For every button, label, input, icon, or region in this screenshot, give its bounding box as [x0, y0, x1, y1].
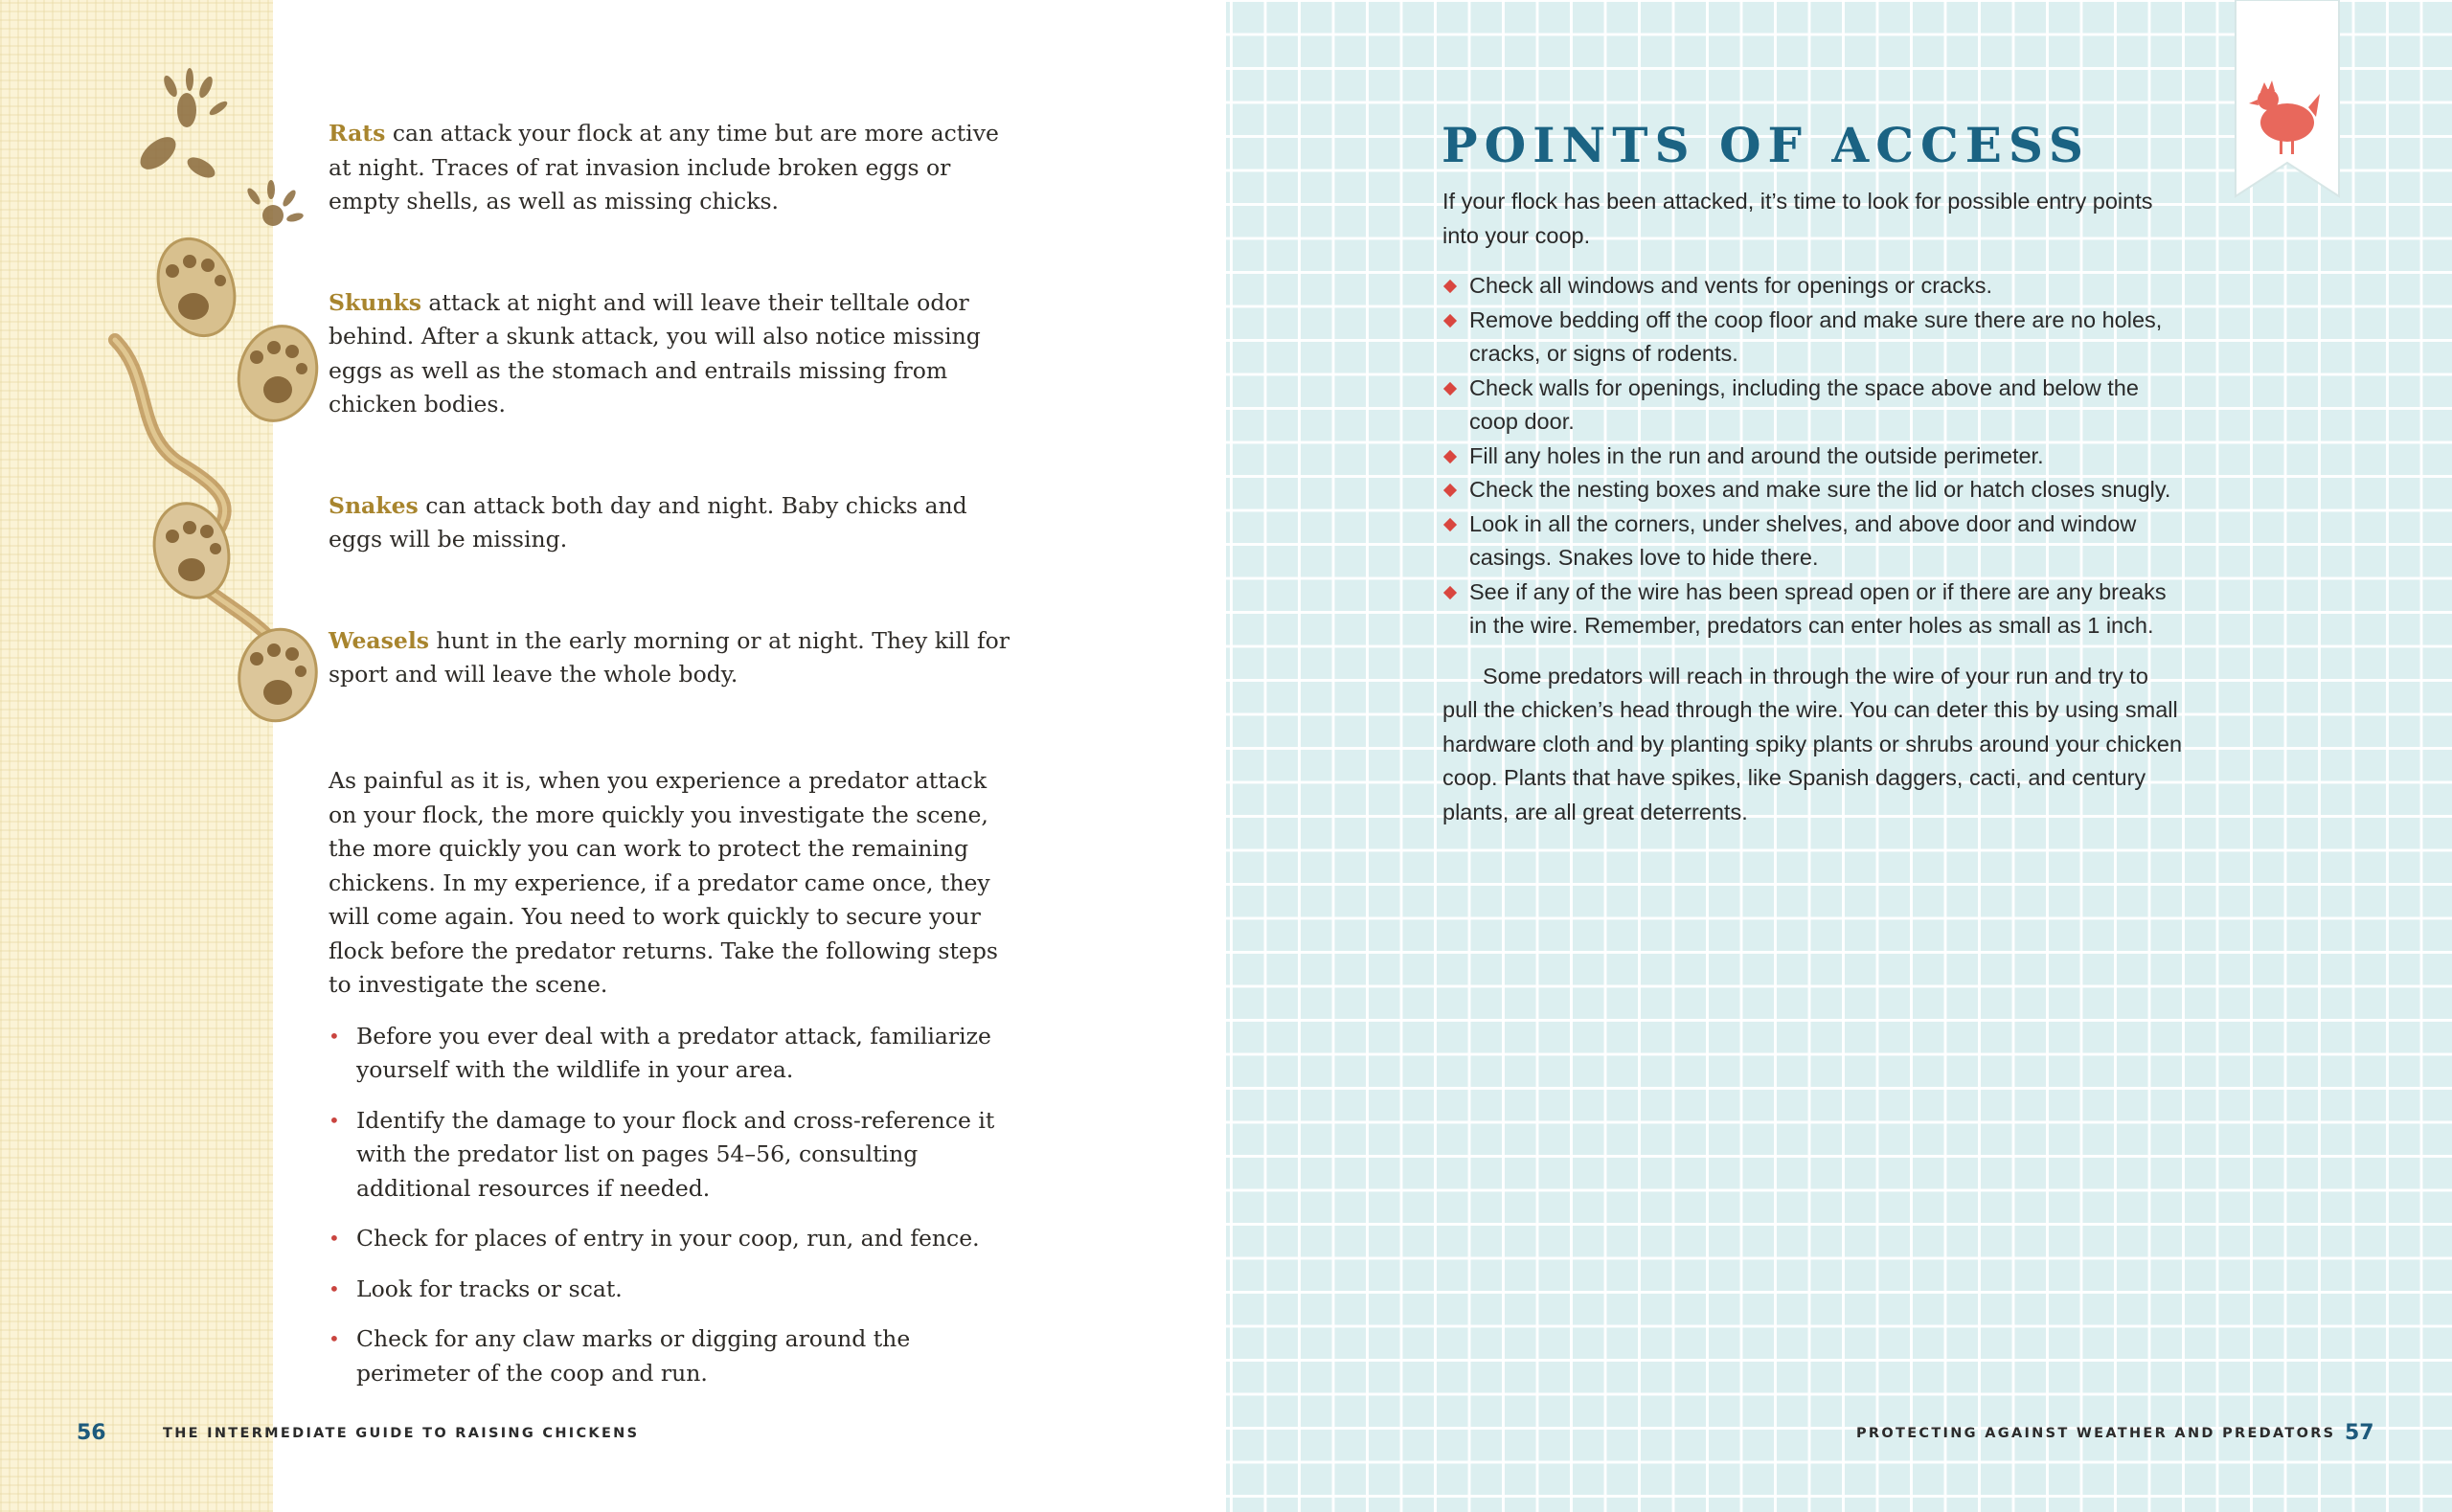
investigation-steps: [329, 1020, 1018, 1391]
predator-description: can attack your flock at any time but are more active at night. Traces of rat invasion include broken eggs or empty shells, as well as missing chicks.: [329, 120, 999, 214]
investigation-intro: As painful as it is, when you experience a predator attack on your flock, the more quickly you investigate the scene, the more quickly you can work to protect the remaining chickens. In my experience, if a predator came once, they will come again. You need to work quickly to secure your flock before the predator returns. Take the following steps to investigate the scene.: [329, 767, 998, 998]
bullet-icon: •: [329, 1327, 340, 1350]
animal-tracks-illustration: [96, 53, 345, 742]
diamond-bullet-icon: [1443, 585, 1457, 598]
diamond-bullet-icon: [1443, 484, 1457, 497]
predator-description: hunt in the early morning or at night. They kill for sport and will leave the whole body.: [329, 626, 1010, 688]
list-item: Look in all the corners, under shelves, and above door and window casings. Snakes love to hide there.: [1442, 508, 2185, 575]
page-title: POINTS OF ACCESS: [1442, 117, 2091, 173]
predator-rats: [329, 117, 1018, 219]
predator-name: Weasels: [329, 626, 429, 654]
list-item: • Check for any claw marks or digging around the perimeter of the coop and run.: [329, 1322, 1018, 1390]
predator-name: Rats: [329, 120, 386, 147]
diamond-bullet-icon: [1443, 449, 1457, 463]
diamond-bullet-icon: [1443, 517, 1457, 530]
access-intro: If your flock has been attacked, it’s time to look for possible entry points into your coop.: [1442, 189, 2153, 248]
predator-weasels: [329, 624, 1018, 692]
list-item: • Identify the damage to your flock and cross-reference it with the predator list on pages 54–56, consulting additional resources if needed.: [329, 1104, 1018, 1207]
bullet-icon: •: [329, 1227, 340, 1250]
list-item: See if any of the wire has been spread open or if there are any breaks in the wire. Remember, predators can enter holes as small as 1 inch.: [1442, 575, 2185, 643]
diamond-bullet-icon: [1443, 381, 1457, 395]
access-closing: Some predators will reach in through the wire of your run and try to pull the chicken’s head through the wire. You can deter this by using small hardware cloth and by planting spiky plants or shrubs around your chicken coop. Plants that have spikes, like Spanish daggers, cacti, and century plants, are all great deterrents.: [1442, 663, 2183, 824]
points-of-access-body: [1442, 185, 2185, 829]
bullet-icon: •: [329, 1108, 340, 1132]
investigation-section: [329, 764, 1018, 1407]
predator-name: Snakes: [329, 491, 419, 519]
predator-description: attack at night and will leave their telltale odor behind. After a skunk attack, you will also notice missing eggs as well as the stomach and entrails missing from chicken bodies.: [329, 288, 981, 417]
predator-list: [329, 117, 1018, 759]
bullet-icon: •: [329, 1276, 340, 1300]
bookmark-ribbon: [2232, 0, 2343, 201]
list-item: Check the nesting boxes and make sure the lid or hatch closes snugly.: [1442, 473, 2185, 508]
predator-skunks: [329, 286, 1018, 422]
diamond-bullet-icon: [1443, 280, 1457, 293]
running-head-left: THE INTERMEDIATE GUIDE TO RAISING CHICKENS: [163, 1426, 640, 1441]
list-item: • Look for tracks or scat.: [329, 1273, 1018, 1307]
page-number-right: 57: [2345, 1421, 2374, 1445]
list-item: Remove bedding off the coop floor and make sure there are no holes, cracks, or signs of rodents.: [1442, 304, 2185, 372]
page-number-left: 56: [77, 1421, 106, 1445]
list-item: Check all windows and vents for openings or cracks.: [1442, 269, 2185, 304]
predator-name: Skunks: [329, 288, 421, 316]
list-item: • Before you ever deal with a predator attack, familiarize yourself with the wildlife in your area.: [329, 1020, 1018, 1088]
running-head-right: PROTECTING AGAINST WEATHER AND PREDATORS: [1856, 1426, 2336, 1441]
bullet-icon: •: [329, 1024, 340, 1048]
list-item: • Check for places of entry in your coop, run, and fence.: [329, 1222, 1018, 1256]
predator-snakes: [329, 489, 1018, 557]
access-checklist: [1442, 269, 2185, 643]
predator-description: can attack both day and night. Baby chicks and eggs will be missing.: [329, 491, 967, 553]
diamond-bullet-icon: [1443, 313, 1457, 327]
list-item: Fill any holes in the run and around the outside perimeter.: [1442, 440, 2185, 474]
list-item: Check walls for openings, including the space above and below the coop door.: [1442, 372, 2185, 440]
